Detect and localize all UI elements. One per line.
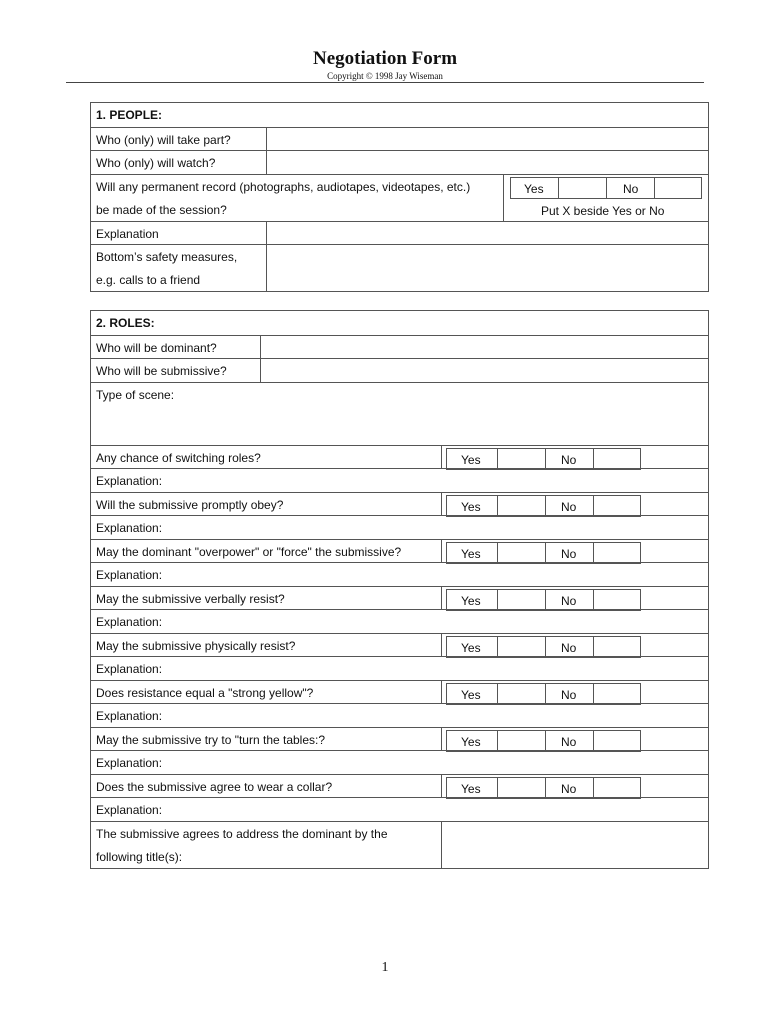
no-label: No — [561, 781, 577, 796]
yes-checkbox[interactable] — [497, 731, 545, 751]
explanation-row[interactable] — [91, 468, 708, 492]
yes-checkbox[interactable] — [497, 590, 545, 610]
explanation-label: Explanation: — [96, 662, 163, 676]
yes-checkbox[interactable] — [497, 684, 545, 704]
explanation-label: Explanation: — [96, 615, 163, 629]
no-label: No — [561, 734, 577, 749]
cell-divider — [606, 178, 607, 198]
question-label: Does resistance equal a "strong yellow"? — [96, 685, 314, 700]
cell-divider — [545, 637, 546, 657]
cell-divider — [441, 681, 442, 704]
people-heading-row — [91, 103, 708, 127]
take-part-label: Who (only) will take part? — [96, 132, 231, 147]
no-label: No — [623, 181, 639, 196]
question-row — [91, 586, 708, 610]
record-yes-no-box — [510, 177, 702, 199]
copyright-notice: Copyright © 1998 Jay Wiseman — [327, 71, 443, 81]
no-checkbox[interactable] — [593, 543, 640, 563]
yes-label: Yes — [461, 734, 481, 749]
submissive-label: Who will be submissive? — [96, 364, 227, 378]
roles-heading-row — [91, 311, 708, 335]
question-row — [91, 727, 708, 751]
yes-label: Yes — [461, 687, 481, 702]
watch-label: Who (only) will watch? — [96, 156, 216, 170]
yes-label: Yes — [461, 781, 481, 796]
cell-divider — [441, 493, 442, 516]
question-row — [91, 774, 708, 798]
dominant-label: Who will be dominant? — [96, 340, 217, 355]
cell-divider — [545, 731, 546, 751]
question-row — [91, 539, 708, 563]
no-label: No — [561, 546, 577, 561]
safety-label-line2: e.g. calls to a friend — [96, 273, 201, 287]
question-row — [91, 445, 708, 469]
header-divider — [66, 82, 704, 83]
yes-checkbox[interactable] — [497, 778, 545, 798]
no-label: No — [561, 593, 577, 608]
yes-no-questions — [91, 445, 708, 821]
cell-divider — [545, 684, 546, 704]
cell-divider — [545, 496, 546, 516]
roles-section — [90, 310, 709, 869]
no-checkbox[interactable] — [593, 496, 640, 516]
question-row — [91, 680, 708, 704]
page-number: 1 — [381, 960, 389, 975]
title-label-line2: following title(s): — [96, 849, 183, 864]
yes-checkbox[interactable] — [497, 637, 545, 657]
no-label: No — [561, 687, 577, 702]
take-part-row — [91, 127, 708, 151]
question-label: May the dominant "overpower" or "force" the submissive? — [96, 544, 402, 559]
record-no-checkbox[interactable] — [654, 178, 701, 198]
question-label: Does the submissive agree to wear a collar? — [96, 779, 333, 794]
explanation-row — [91, 221, 708, 245]
explanation-label: Explanation: — [96, 756, 163, 770]
no-checkbox[interactable] — [593, 449, 640, 469]
yes-no-box — [446, 730, 641, 752]
scene-type-row[interactable] — [91, 382, 708, 445]
section-heading: 2. ROLES: — [96, 316, 155, 330]
no-label: No — [561, 640, 577, 655]
yes-label: Yes — [461, 640, 481, 655]
yes-label: Yes — [524, 181, 544, 196]
explanation-label: Explanation: — [96, 568, 163, 582]
cell-divider — [441, 446, 442, 469]
yes-checkbox[interactable] — [497, 543, 545, 563]
cell-divider — [503, 175, 504, 221]
cell-divider — [441, 587, 442, 610]
yes-checkbox[interactable] — [497, 496, 545, 516]
title-label-line1: The submissive agrees to address the dominant by the — [96, 826, 388, 841]
cell-divider — [441, 775, 442, 798]
yes-no-box — [446, 589, 641, 611]
record-yes-checkbox[interactable] — [558, 178, 606, 198]
no-label: No — [561, 499, 577, 514]
safety-field[interactable] — [267, 245, 708, 291]
explanation-row[interactable] — [91, 562, 708, 586]
page-title: Negotiation Form — [312, 48, 458, 69]
yes-no-box — [446, 542, 641, 564]
cell-divider — [441, 540, 442, 563]
safety-row — [91, 244, 708, 291]
explanation-field[interactable] — [267, 222, 708, 245]
title-row — [91, 821, 708, 868]
record-label-line2: be made of the session? — [96, 202, 227, 217]
question-label: Any chance of switching roles? — [96, 450, 261, 465]
yes-label: Yes — [461, 499, 481, 514]
question-label: May the submissive try to "turn the tables:? — [96, 732, 326, 747]
scene-type-label: Type of scene: — [96, 387, 175, 402]
cell-divider — [545, 543, 546, 563]
section-heading: 1. PEOPLE: — [96, 108, 163, 122]
safety-label-line1: Bottom’s safety measures, — [96, 250, 238, 264]
yes-checkbox[interactable] — [497, 449, 545, 469]
yes-no-box — [446, 777, 641, 799]
record-label-line1: Will any permanent record (photographs, audiotapes, videotapes, etc.) — [96, 179, 471, 194]
explanation-row[interactable] — [91, 797, 708, 821]
cell-divider — [545, 590, 546, 610]
question-row — [91, 492, 708, 516]
submissive-row — [91, 358, 708, 382]
watch-row — [91, 150, 708, 174]
explanation-label: Explanation — [96, 226, 159, 241]
people-section — [90, 102, 709, 292]
dominant-row — [91, 335, 708, 359]
explanation-label: Explanation: — [96, 803, 163, 817]
cell-divider — [441, 634, 442, 657]
yes-no-box — [446, 495, 641, 517]
watch-field[interactable] — [267, 151, 708, 174]
yes-no-hint: Put X beside Yes or No — [541, 203, 665, 218]
yes-label: Yes — [461, 452, 481, 467]
no-checkbox[interactable] — [593, 637, 640, 657]
explanation-row[interactable] — [91, 656, 708, 680]
no-checkbox[interactable] — [593, 778, 640, 798]
yes-no-box — [446, 636, 641, 658]
question-row — [91, 633, 708, 657]
explanation-row[interactable] — [91, 515, 708, 539]
explanation-row[interactable] — [91, 609, 708, 633]
yes-label: Yes — [461, 593, 481, 608]
question-label: May the submissive verbally resist? — [96, 591, 285, 606]
cell-divider — [441, 728, 442, 751]
yes-label: Yes — [461, 546, 481, 561]
permanent-record-row — [91, 174, 708, 221]
yes-no-box — [446, 448, 641, 470]
explanation-label: Explanation: — [96, 474, 163, 488]
explanation-row[interactable] — [91, 750, 708, 774]
explanation-label: Explanation: — [96, 709, 163, 723]
explanation-row[interactable] — [91, 703, 708, 727]
no-checkbox[interactable] — [593, 731, 640, 751]
question-label: May the submissive physically resist? — [96, 638, 296, 653]
cell-divider — [545, 778, 546, 798]
no-label: No — [561, 452, 577, 467]
title-field[interactable] — [442, 822, 708, 868]
explanation-label: Explanation: — [96, 521, 163, 535]
question-label: Will the submissive promptly obey? — [96, 497, 284, 512]
no-checkbox[interactable] — [593, 684, 640, 704]
yes-no-box — [446, 683, 641, 705]
cell-divider — [545, 449, 546, 469]
no-checkbox[interactable] — [593, 590, 640, 610]
submissive-field[interactable] — [261, 359, 708, 382]
take-part-field[interactable] — [267, 128, 708, 151]
dominant-field[interactable] — [261, 336, 708, 359]
